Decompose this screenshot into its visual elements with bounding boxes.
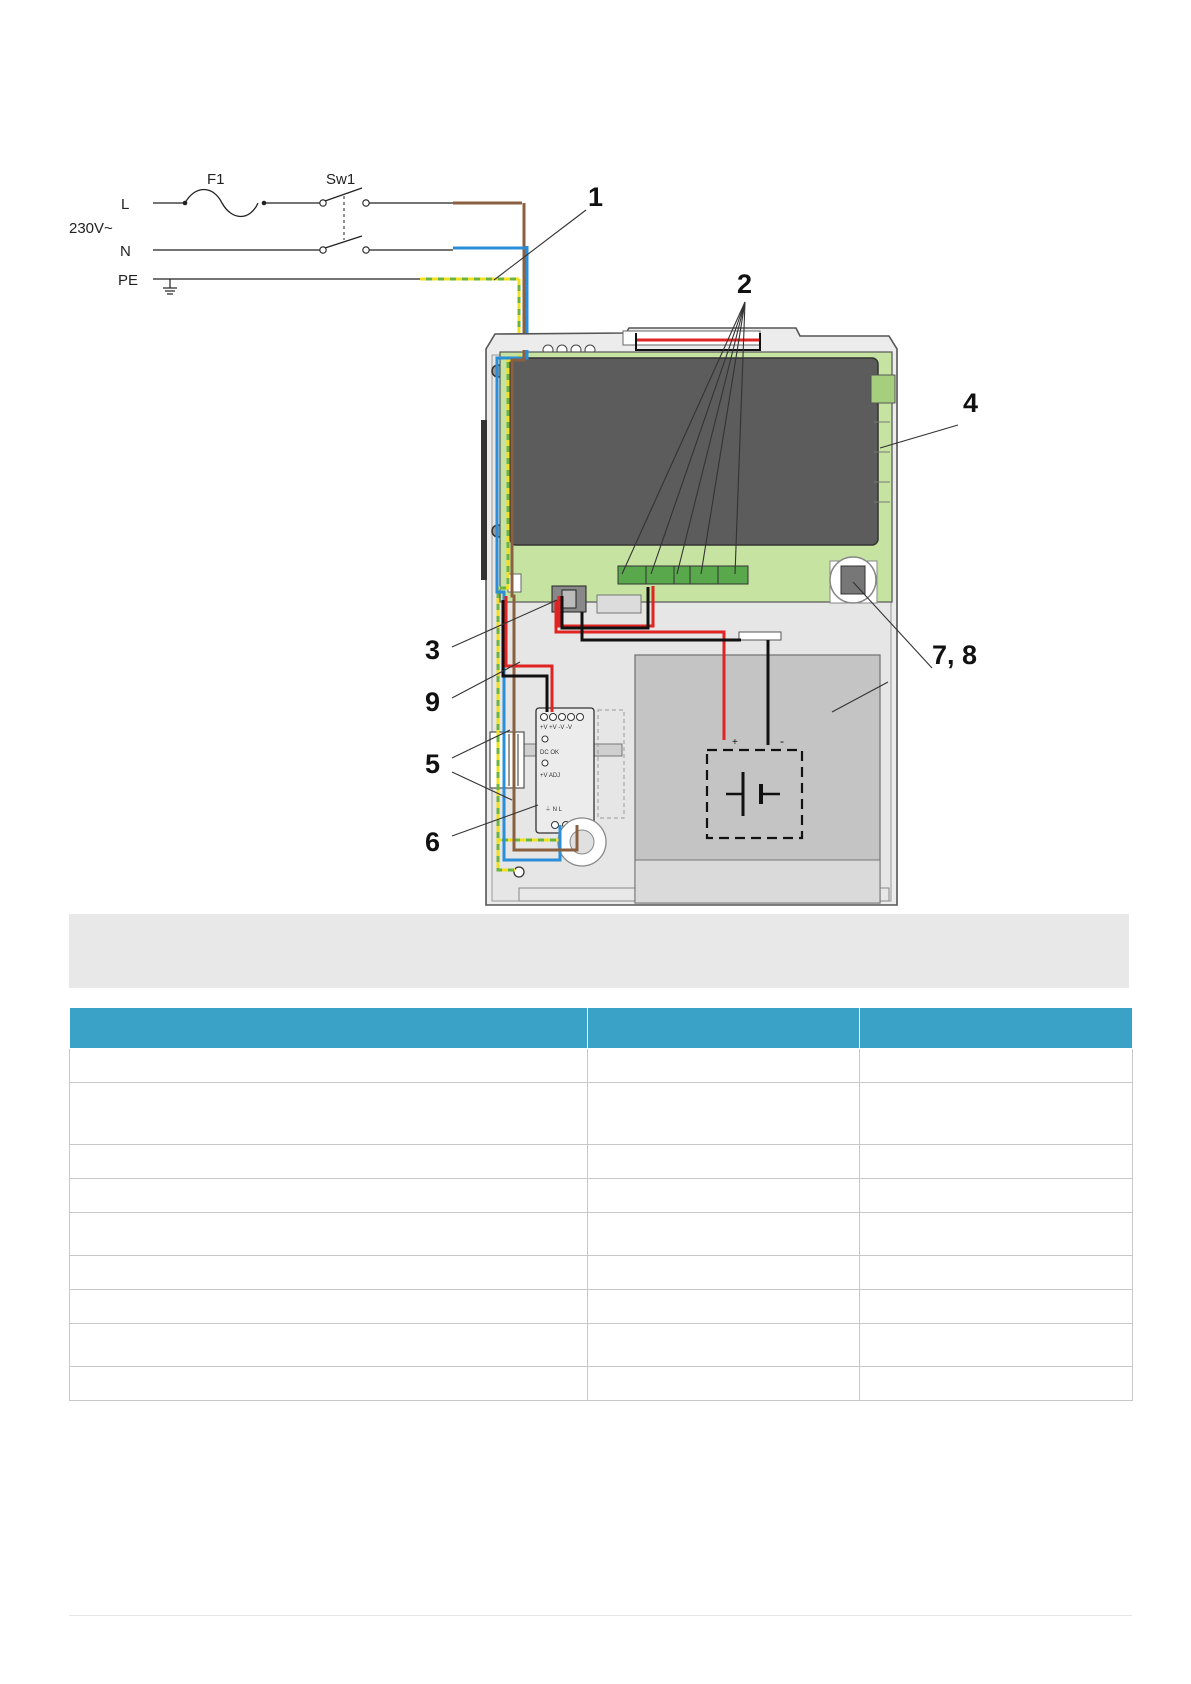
- table-cell: [860, 1367, 1133, 1401]
- callout-1: 1: [588, 182, 604, 212]
- table-cell: [70, 1367, 588, 1401]
- callout-3: 3: [425, 635, 441, 665]
- battery: [635, 632, 880, 903]
- psu-bottom-terminals-label: ⏚ N L: [545, 807, 563, 813]
- table-header-cell: [860, 1008, 1133, 1049]
- table-header-cell: [588, 1008, 860, 1049]
- main-pcb: [500, 352, 895, 613]
- table-cell: [860, 1324, 1133, 1367]
- psu-dc-ok-label: DC OK: [540, 750, 560, 756]
- callout-5: 5: [425, 749, 441, 779]
- table-cell: [860, 1290, 1133, 1324]
- footer-divider: [69, 1615, 1132, 1616]
- table-cell: [588, 1256, 860, 1290]
- fuse-label: F1: [207, 171, 225, 188]
- table-cell: [588, 1367, 860, 1401]
- table-cell: [588, 1145, 860, 1179]
- table-row: [70, 1145, 1133, 1179]
- callout-4: 4: [963, 388, 979, 418]
- table-header-cell: [70, 1008, 588, 1049]
- psu-adj-label: +V ADJ: [540, 773, 561, 779]
- battery-minus-sign: -: [780, 734, 784, 748]
- relay-terminal-5: [718, 566, 748, 584]
- callout-7-8: 7, 8: [932, 640, 978, 670]
- info-panel: [69, 914, 1129, 988]
- psu-top-terminals-label: +V +V -V -V: [540, 725, 573, 731]
- spec-table: [69, 1007, 1133, 1401]
- table-row: [70, 1324, 1133, 1367]
- table-cell: [588, 1049, 860, 1083]
- table-cell: [70, 1256, 588, 1290]
- table-cell: [588, 1083, 860, 1145]
- table-row: [70, 1213, 1133, 1256]
- table-cell: [588, 1179, 860, 1213]
- line-label: L: [121, 196, 130, 213]
- table-cell: [860, 1213, 1133, 1256]
- relay-terminal-1: [618, 566, 648, 584]
- table-cell: [70, 1213, 588, 1256]
- battery-plus-sign: +: [732, 737, 738, 748]
- terminal-block: [490, 732, 524, 788]
- switch-contact-n: [325, 236, 362, 248]
- earth-label: PE: [118, 272, 139, 289]
- callout-9: 9: [425, 687, 441, 717]
- table-cell: [860, 1049, 1133, 1083]
- table-cell: [588, 1324, 860, 1367]
- table-header-row: [70, 1008, 1133, 1049]
- table-cell: [70, 1290, 588, 1324]
- relay-terminal-4: [690, 566, 720, 584]
- table-row: [70, 1083, 1133, 1145]
- switch-contact-l: [325, 188, 362, 201]
- table-cell: [70, 1179, 588, 1213]
- table-cell: [860, 1179, 1133, 1213]
- switch-label: Sw1: [326, 171, 356, 188]
- table-cell: [860, 1083, 1133, 1145]
- voltage-label: 230V~: [69, 220, 113, 237]
- table-row: [70, 1367, 1133, 1401]
- table-cell: [70, 1049, 588, 1083]
- relay-terminal-2: [646, 566, 676, 584]
- table-cell: [860, 1256, 1133, 1290]
- fuse-symbol: [185, 190, 258, 217]
- relay-terminal-3: [674, 566, 692, 584]
- callout-2: 2: [737, 269, 753, 299]
- table-row: [70, 1179, 1133, 1213]
- table-cell: [70, 1324, 588, 1367]
- table-row: [70, 1256, 1133, 1290]
- table-cell: [70, 1145, 588, 1179]
- table-row: [70, 1290, 1133, 1324]
- table-cell: [70, 1083, 588, 1145]
- pcb-cover: [510, 358, 878, 545]
- table-cell: [860, 1145, 1133, 1179]
- table-cell: [588, 1213, 860, 1256]
- table-row: [70, 1049, 1133, 1083]
- table-cell: [588, 1290, 860, 1324]
- callout-6: 6: [425, 827, 441, 857]
- mains-schematic: [69, 171, 527, 355]
- neutral-label: N: [120, 243, 131, 260]
